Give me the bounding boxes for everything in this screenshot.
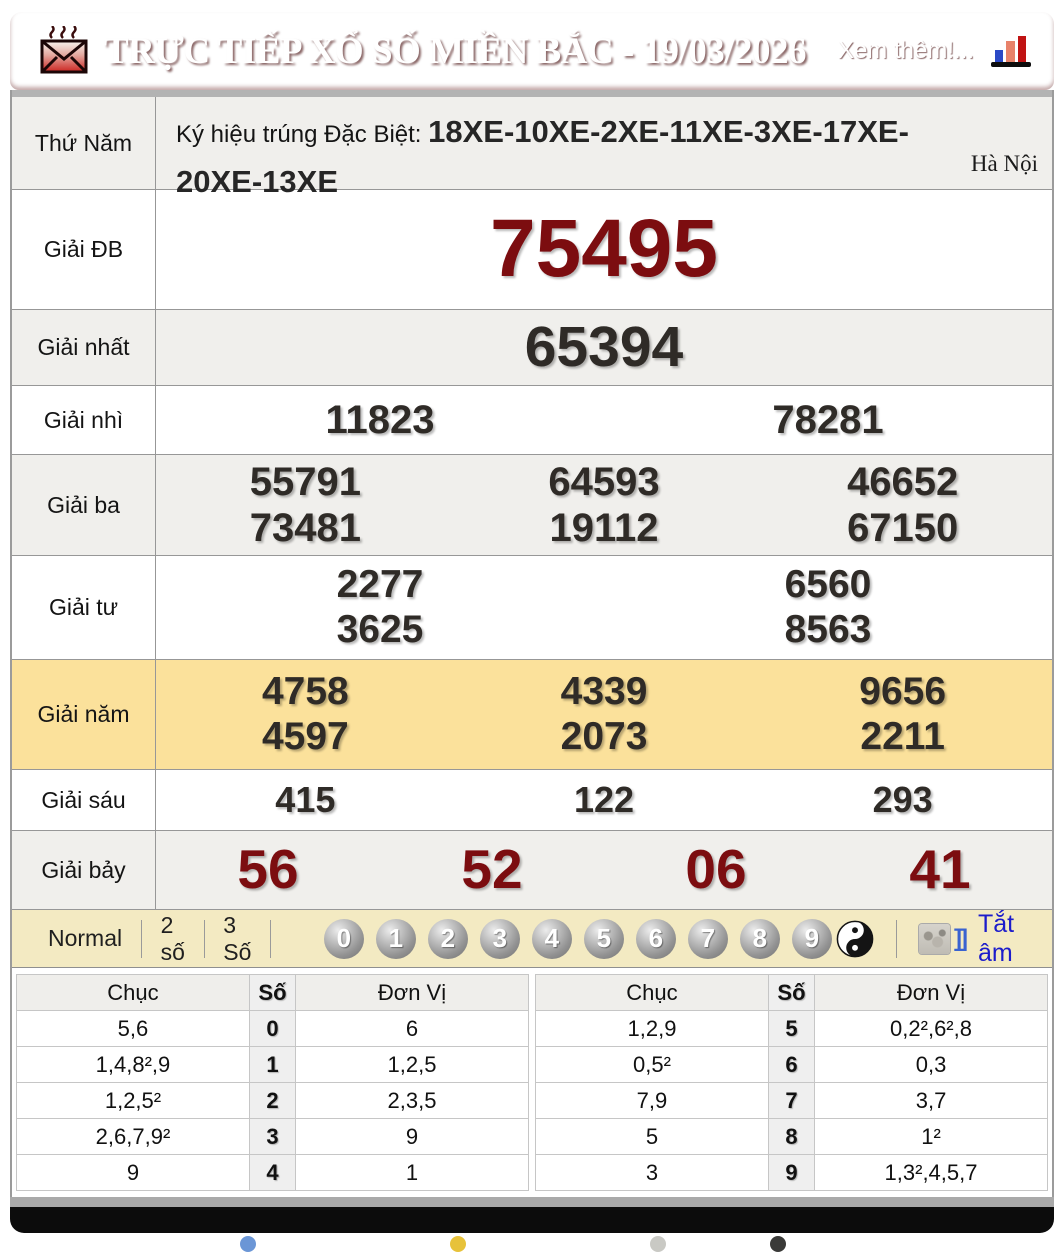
day-label: Thứ Năm: [12, 97, 156, 189]
prize-number: 65394: [156, 315, 1052, 381]
digit-ball-7[interactable]: 7: [688, 919, 728, 959]
results-frame: [10, 90, 1054, 1197]
table-row: [536, 1011, 1048, 1047]
prize-row-nhat: [12, 310, 1052, 386]
prize-number: 4597: [156, 715, 455, 760]
units-cell: 1,3²,4,5,7: [815, 1155, 1048, 1191]
digit-ball-1[interactable]: 1: [376, 919, 416, 959]
digit-ball-4[interactable]: 4: [532, 919, 572, 959]
mute-button[interactable]: Tắt âm: [978, 910, 1030, 968]
prize-row-bay: [12, 831, 1052, 910]
units-cell: 0,3: [815, 1047, 1048, 1083]
summary-header: Đơn Vị: [296, 975, 529, 1011]
prize-numbers-ba: [156, 455, 1052, 555]
sign-value: 18XE-10XE-2XE-11XE-3XE-17XE-20XE-13XE: [176, 114, 909, 199]
prize-number: 2073: [455, 715, 754, 760]
control-bar: [12, 910, 1052, 968]
table-row: [17, 1155, 529, 1191]
prize-number: 73481: [156, 505, 455, 551]
table-row: [17, 1011, 529, 1047]
envelope-icon: [38, 26, 90, 76]
prize-number: 55791: [156, 459, 455, 505]
table-row: [17, 1119, 529, 1155]
units-cell: 9: [296, 1119, 529, 1155]
region-label: Hà Nội: [971, 146, 1038, 183]
units-cell: 1,2,5: [296, 1047, 529, 1083]
sign-label: Ký hiệu trúng Đặc Biệt:: [176, 121, 428, 148]
digit-ball-0[interactable]: 0: [324, 919, 364, 959]
digit-ball-8[interactable]: 8: [740, 919, 780, 959]
table-row: [536, 1119, 1048, 1155]
digit-cell: 8: [768, 1119, 814, 1155]
prize-row-ba: [12, 455, 1052, 556]
prize-numbers-tu: [156, 556, 1052, 659]
cutoff-icon-dark[interactable]: [770, 1236, 786, 1252]
prize-label-nhat: Giải nhất: [12, 310, 156, 385]
bar-chart-icon[interactable]: [990, 33, 1032, 69]
cutoff-icon-gray[interactable]: [650, 1236, 666, 1252]
digit-cell: 3: [249, 1119, 295, 1155]
units-cell: 3,7: [815, 1083, 1048, 1119]
prize-number: 64593: [455, 459, 754, 505]
summary-header: Chục: [536, 975, 769, 1011]
digit-cell: 7: [768, 1083, 814, 1119]
prize-number: 06: [604, 838, 828, 901]
footer-black-bar: [10, 1207, 1054, 1233]
prize-row-tu: [12, 556, 1052, 660]
prize-number: 6560: [604, 563, 1052, 608]
prize-numbers-nhat: [156, 310, 1052, 385]
tens-cell: 9: [17, 1155, 250, 1191]
table-row: [536, 1083, 1048, 1119]
digit-cell: 6: [768, 1047, 814, 1083]
tens-cell: 1,4,8²,9: [17, 1047, 250, 1083]
prize-number: 19112: [455, 505, 754, 551]
prize-number: 67150: [753, 505, 1052, 551]
divider: [896, 920, 897, 958]
tens-cell: 1,2,9: [536, 1011, 769, 1047]
prize-number: 4339: [455, 670, 754, 715]
digit-balls: [324, 919, 832, 959]
prize-numbers-nam: [156, 660, 1052, 769]
digit-ball-6[interactable]: 6: [636, 919, 676, 959]
digit-cell: 1: [249, 1047, 295, 1083]
footer-gray-bar: [10, 1197, 1054, 1207]
prize-number: 2211: [753, 715, 1052, 760]
tens-cell: 7,9: [536, 1083, 769, 1119]
prize-number: 78281: [604, 397, 1052, 443]
header: [10, 12, 1054, 90]
tens-cell: 2,6,7,9²: [17, 1119, 250, 1155]
prize-numbers-db: [156, 190, 1052, 309]
prize-number: 41: [828, 838, 1052, 901]
prize-numbers-bay: [156, 831, 1052, 909]
see-more-link[interactable]: Xem thêm!...: [838, 37, 974, 65]
prize-number: 122: [455, 779, 754, 820]
page-title: TRỰC TIẾP XỔ SỐ MIỀN BẮC - 19/03/2026: [104, 30, 806, 73]
prize-number: 8563: [604, 608, 1052, 653]
prize-label-tu: Giải tư: [12, 556, 156, 659]
yin-yang-icon[interactable]: [836, 920, 874, 958]
digit-cell: 9: [768, 1155, 814, 1191]
prize-number: 293: [753, 779, 1052, 820]
table-row: [17, 1083, 529, 1119]
prize-number: 4758: [156, 670, 455, 715]
units-cell: 2,3,5: [296, 1083, 529, 1119]
speaker-icon[interactable]: [919, 924, 950, 954]
units-cell: 1²: [815, 1119, 1048, 1155]
tens-cell: 3: [536, 1155, 769, 1191]
prize-row-sau: [12, 770, 1052, 831]
prize-label-ba: Giải ba: [12, 455, 156, 555]
digit-ball-2[interactable]: 2: [428, 919, 468, 959]
prize-label-db: Giải ĐB: [12, 190, 156, 309]
table-row: [536, 1047, 1048, 1083]
tens-cell: 5: [536, 1119, 769, 1155]
prize-row-nam: [12, 660, 1052, 770]
prize-number: 11823: [156, 397, 604, 443]
table-row: [536, 1155, 1048, 1191]
digit-cell: 2: [249, 1083, 295, 1119]
prize-rows: [12, 190, 1052, 910]
table-row: [17, 1047, 529, 1083]
summary-header: Chục: [17, 975, 250, 1011]
prize-number: 9656: [753, 670, 1052, 715]
prize-label-sau: Giải sáu: [12, 770, 156, 830]
prize-numbers-sau: [156, 770, 1052, 830]
summary-tables: [12, 968, 1052, 1197]
mode-3so-button[interactable]: 3 Số: [219, 912, 255, 966]
digit-cell: 5: [768, 1011, 814, 1047]
mode-2so-button[interactable]: 2 số: [157, 912, 189, 966]
summary-table-right: [535, 974, 1048, 1191]
prize-numbers-nhi: [156, 386, 1052, 454]
prize-number: 75495: [156, 202, 1052, 296]
digit-ball-5[interactable]: 5: [584, 919, 624, 959]
tens-cell: 1,2,5²: [17, 1083, 250, 1119]
prize-row-db: [12, 190, 1052, 310]
summary-header: Đơn Vị: [815, 975, 1048, 1011]
summary-table-left: [16, 974, 529, 1191]
summary-header: Số: [249, 975, 295, 1011]
prize-label-bay: Giải bảy: [12, 831, 156, 909]
sound-controls: [874, 910, 1030, 968]
sign-row: [12, 97, 1052, 190]
prize-number: 2277: [156, 563, 604, 608]
cutoff-icon-blue[interactable]: [240, 1236, 256, 1252]
prize-label-nam: Giải năm: [12, 660, 156, 769]
tens-cell: 5,6: [17, 1011, 250, 1047]
prize-row-nhi: [12, 386, 1052, 455]
prize-label-nhi: Giải nhì: [12, 386, 156, 454]
sound-waves-icon: ]]: [954, 925, 966, 953]
lottery-widget: [10, 12, 1054, 1233]
digit-ball-3[interactable]: 3: [480, 919, 520, 959]
digit-ball-9[interactable]: 9: [792, 919, 832, 959]
summary-header: Số: [768, 975, 814, 1011]
sign-content: [156, 97, 1052, 189]
prize-number: 46652: [753, 459, 1052, 505]
prize-number: 3625: [156, 608, 604, 653]
prize-number: 415: [156, 779, 455, 820]
tens-cell: 0,5²: [536, 1047, 769, 1083]
units-cell: 1: [296, 1155, 529, 1191]
units-cell: 6: [296, 1011, 529, 1047]
cutoff-icon-yellow[interactable]: [450, 1236, 466, 1252]
prize-number: 56: [156, 838, 380, 901]
digit-cell: 4: [249, 1155, 295, 1191]
prize-number: 52: [380, 838, 604, 901]
digit-cell: 0: [249, 1011, 295, 1047]
units-cell: 0,2²,6²,8: [815, 1011, 1048, 1047]
frame-top-strip: [12, 90, 1052, 97]
mode-normal-button[interactable]: Normal: [44, 925, 126, 952]
